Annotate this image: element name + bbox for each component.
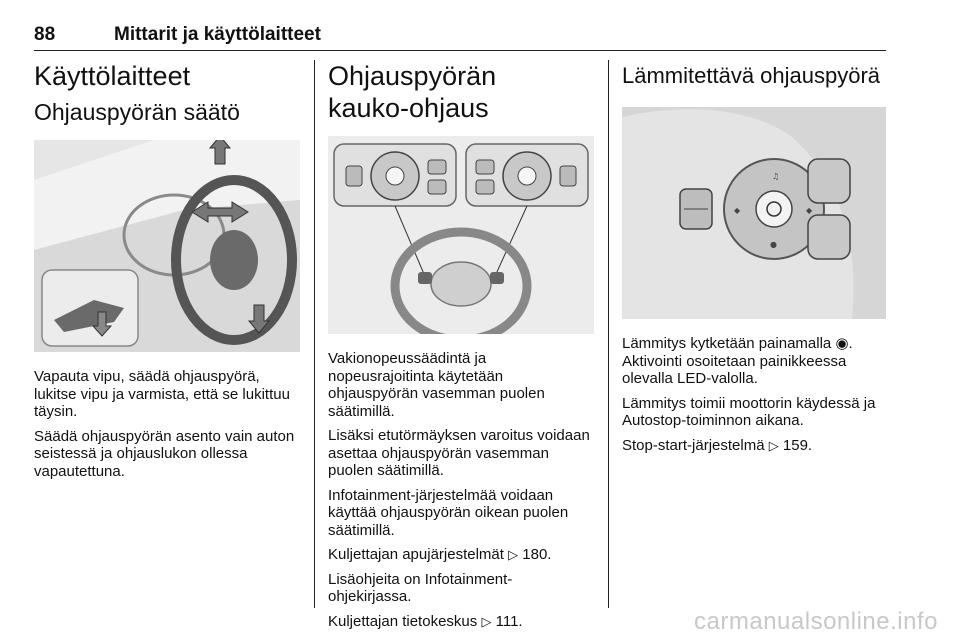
reference-label: Kuljettajan tietokeskus [328,612,478,630]
steering-adjustment-figure [34,140,300,352]
column-divider-1 [314,60,315,608]
svg-text:●: ● [770,240,777,249]
steering-wheel-controls-figure [328,136,594,334]
heated-steering-wheel-icon: ◉ [835,335,849,352]
reference-label: Stop-start-järjestelmä [622,436,765,454]
paragraph [622,335,886,388]
cross-reference-paragraph [622,437,886,455]
paragraph: Lisäksi etutörmäyksen varoitus voidaan asettaa ohjauspyörän vasemman puolen säätimillä. [328,427,590,479]
section-title: Käyttölaitteet [34,61,191,91]
cross-reference-paragraph [328,546,594,564]
page-number: 88 [34,24,56,45]
cross-reference-arrow-icon: ▷ [508,547,519,562]
subsection-title-steering-adjustment: Ohjauspyörän säätö [34,99,240,125]
paragraph: Lämmitys toimii moottorin käydessä ja Autostop-toiminnon aikana. [622,394,876,429]
page-header [34,22,886,51]
column-heated-steering-wheel [622,60,886,454]
section-title-remote-control [328,60,594,124]
running-title: Mittarit ja käyttölaitteet [114,24,321,45]
paragraph-text: Lämmitys kytketään painamalla [622,335,832,352]
paragraph: Lisäohjeita on Infotainment-ohjekirjassa. [328,570,513,605]
reference-page-link[interactable]: 111. [495,612,523,630]
watermark: carmanualsonline.info [694,608,938,635]
column-steering-adjustment [34,60,300,480]
paragraph: Säädä ohjauspyörän asento vain auton seistessä ja ohjauslukon ollessa vapautettuna. [34,427,295,480]
reference-page-link[interactable]: 180. [522,546,552,563]
svg-text:♫: ♫ [772,172,780,181]
cross-reference-arrow-icon: ▷ [768,437,779,453]
cross-reference-paragraph [328,613,594,631]
svg-text:◆: ◆ [734,206,741,215]
svg-text:◆: ◆ [806,206,813,215]
heading-line: Ohjauspyörän [328,61,497,91]
paragraph: Infotainment-järjestelmää voidaan käyttää ohjauspyörän oikean puolen säätimillä. [328,486,569,539]
section-title-heated-steering-wheel: Lämmitettävä ohjauspyörä [622,63,881,88]
column-divider-2 [608,60,609,608]
cross-reference-arrow-icon: ▷ [481,613,492,629]
paragraph-text: . Aktivointi osoitetaan painikkeessa olevalla LED-valolla. [622,335,853,387]
reference-label: Kuljettajan apujärjestelmät [328,546,504,563]
paragraph: Vapauta vipu, säädä ohjauspyörä, lukitse vipu ja varmista, että se lukittuu täysin. [34,368,290,420]
heading-line: kauko-ohjaus [328,93,489,123]
heated-steering-wheel-figure [622,107,886,319]
column-remote-control [328,60,594,630]
reference-page-link[interactable]: 159. [782,436,813,454]
paragraph: Vakionopeussäädintä ja nopeusrajoitinta käytetään ohjauspyörän vasemman puolen säätimillä. [328,350,545,420]
